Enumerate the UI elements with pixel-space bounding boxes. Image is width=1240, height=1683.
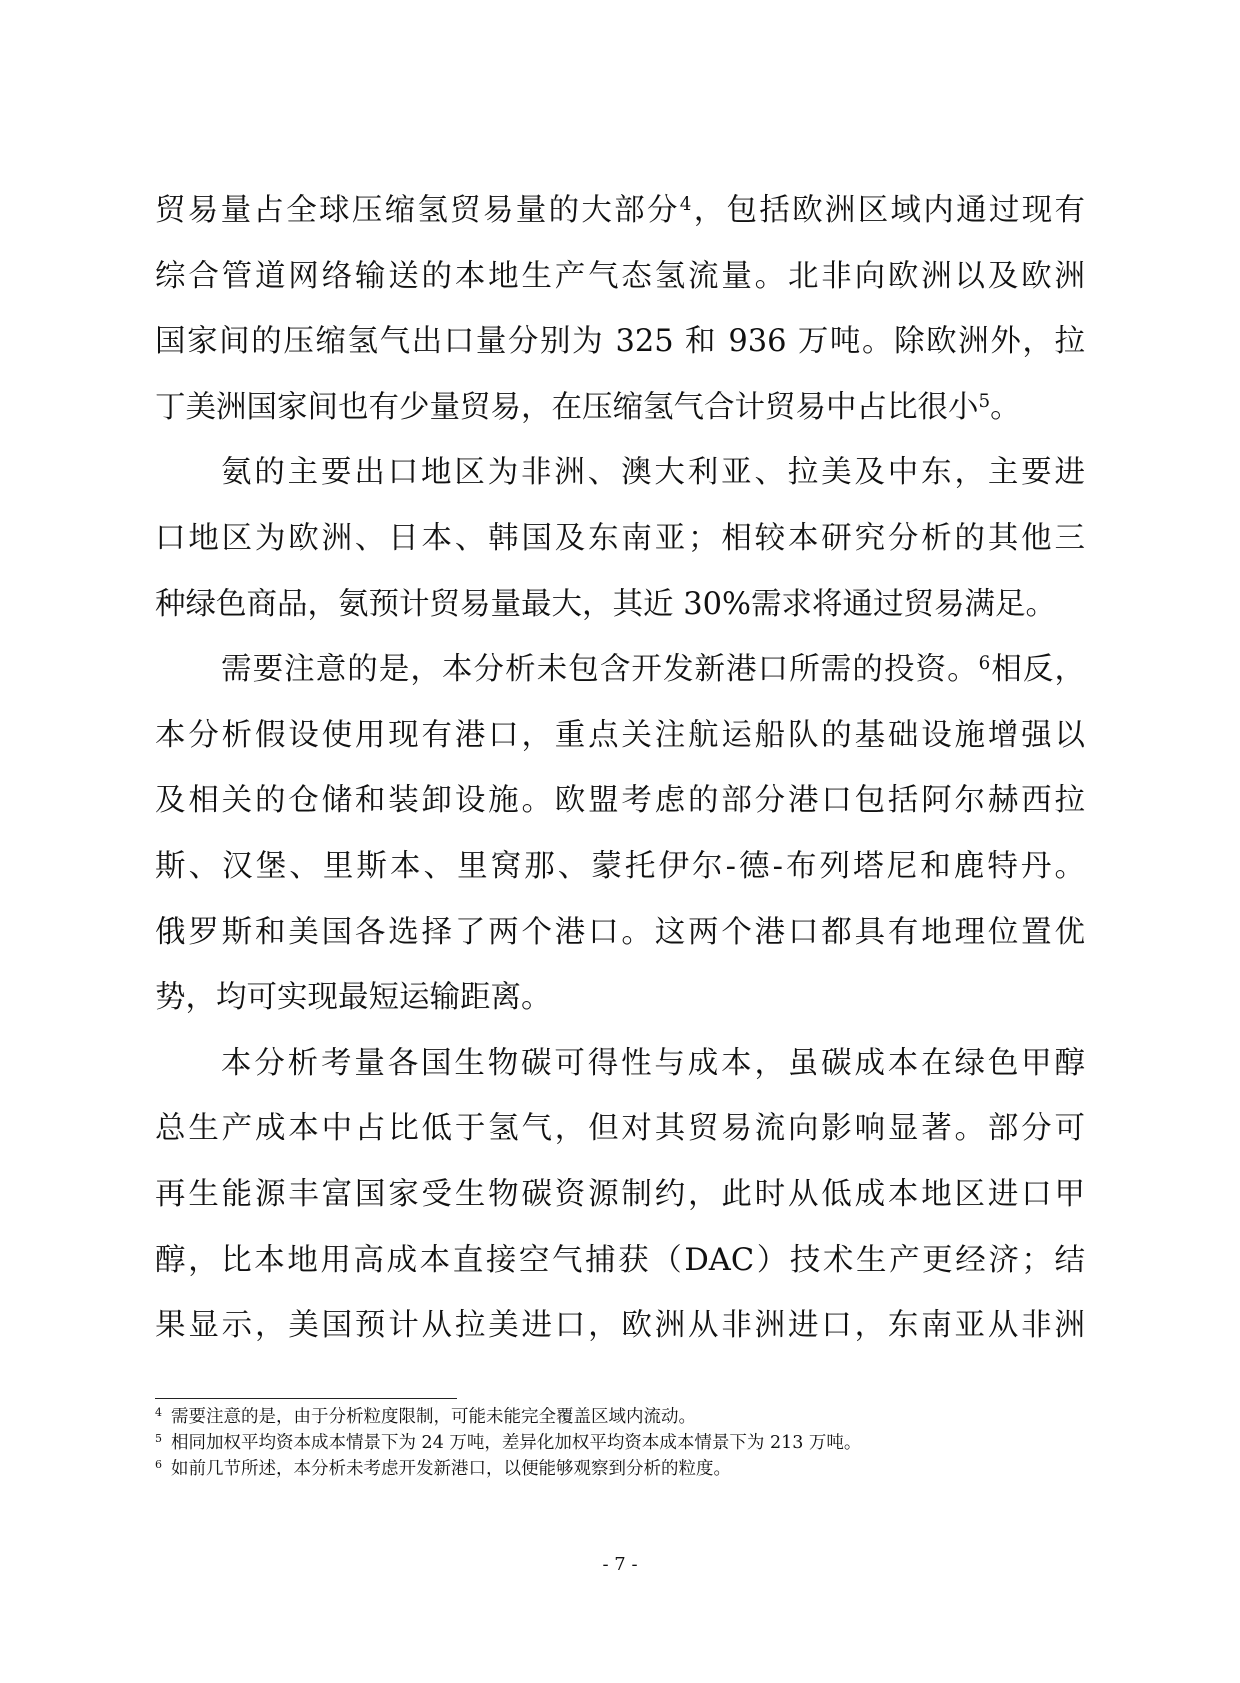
text-line: 需要注意的是，本分析未包含开发新港口所需的投资。$^6$相反， bbox=[221, 652, 1086, 688]
footnote-ref[interactable]: 4 bbox=[679, 193, 692, 215]
text-line: 贸易量占全球压缩氢贸易量的大部分$^4$，包括欧洲区域内通过现有 bbox=[155, 193, 1086, 228]
text-line: 综合管道网络输送的本地生产气态氢流量。北非向欧洲以及欧洲 bbox=[155, 258, 1085, 294]
footnotes bbox=[155, 1404, 1085, 1482]
text-line: 醇，比本地用高成本直接空气捕获（DAC）技术生产更经济；结 bbox=[155, 1242, 1085, 1278]
text-line: 果显示，美国预计从拉美进口，欧洲从非洲进口，东南亚从非洲 bbox=[155, 1308, 1085, 1344]
footnote-text: 需要注意的是，由于分析粒度限制，可能未能完全覆盖区域内流动。 bbox=[171, 1407, 696, 1427]
text-line: 总生产成本中占比低于氢气，但对其贸易流向影响显著。部分可 bbox=[155, 1111, 1085, 1147]
text-line: 种绿色商品，氨预计贸易量最大，其近 30%需求将通过贸易满足。 bbox=[155, 586, 1056, 622]
text-line: 俄罗斯和美国各选择了两个港口。这两个港口都具有地理位置优 bbox=[155, 914, 1085, 950]
text-line: 本分析假设使用现有港口，重点关注航运船队的基础设施增强以 bbox=[155, 717, 1085, 753]
footnote-ref[interactable]: 5 bbox=[978, 390, 991, 412]
text-line: 再生能源丰富国家受生物碳资源制约，此时从低成本地区进口甲 bbox=[155, 1176, 1085, 1212]
footnote: 5 相同加权平均资本成本情景下为 24 万吨，差异化加权平均资本成本情景下为 213 万吨。 bbox=[155, 1431, 862, 1453]
footnote-ref[interactable]: 6 bbox=[978, 653, 991, 675]
footnote-divider bbox=[155, 1398, 457, 1399]
page-number: - 7 - bbox=[602, 1554, 638, 1575]
body-text bbox=[155, 178, 1085, 1359]
text-line: 口地区为欧洲、日本、韩国及东南亚；相较本研究分析的其他三 bbox=[155, 520, 1085, 556]
text-line: 及相关的仓储和装卸设施。欧盟考虑的部分港口包括阿尔赫西拉 bbox=[155, 783, 1085, 819]
text-line: 本分析考量各国生物碳可得性与成本，虽碳成本在绿色甲醇 bbox=[221, 1045, 1085, 1081]
footnote-text: 相同加权平均资本成本情景下为 24 万吨，差异化加权平均资本成本情景下为 213 万吨。 bbox=[171, 1433, 862, 1453]
text-line: 势，均可实现最短运输距离。 bbox=[155, 980, 552, 1016]
footnote-text: 如前几节所述，本分析未考虑开发新港口，以便能够观察到分析的粒度。 bbox=[171, 1459, 731, 1479]
text-line: 氨的主要出口地区为非洲、澳大利亚、拉美及中东，主要进 bbox=[221, 455, 1085, 491]
footnote: 4 需要注意的是，由于分析粒度限制，可能未能完全覆盖区域内流动。 bbox=[155, 1405, 696, 1427]
text-line: 国家间的压缩氢气出口量分别为 325 和 936 万吨。除欧洲外，拉 bbox=[155, 324, 1085, 360]
text-line: 斯、汉堡、里斯本、里窝那、蒙托伊尔-德-布列塔尼和鹿特丹。 bbox=[155, 848, 1085, 884]
footnote: 6 如前几节所述，本分析未考虑开发新港口，以便能够观察到分析的粒度。 bbox=[155, 1457, 731, 1479]
text-line: 丁美洲国家间也有少量贸易，在压缩氢气合计贸易中占比很小$^5$。 bbox=[155, 389, 1021, 425]
